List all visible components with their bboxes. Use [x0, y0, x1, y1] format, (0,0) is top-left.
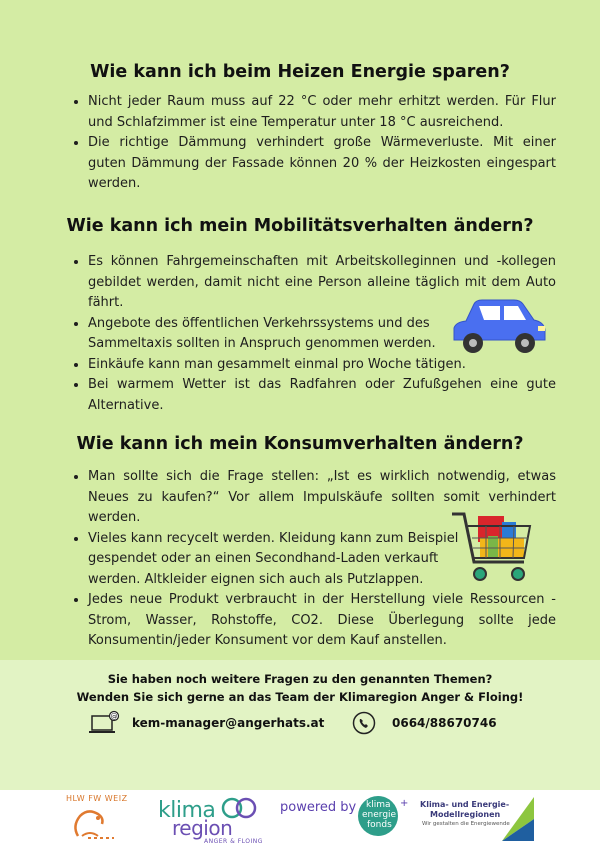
section-title-mobility: Wie kann ich mein Mobilitätsverhalten ändern?	[66, 216, 534, 236]
fonds-logo-line3: fonds	[367, 820, 392, 830]
heating-bullet-list	[68, 92, 556, 195]
fonds-logo-line1: klima	[366, 800, 391, 810]
list-item: • Angebote des öffentlichen Verkehrssystems und des Sammeltaxis sollten in Anspruch genommen werden.	[88, 314, 556, 355]
list-item: • Einkäufe kann man gesammelt einmal pro Woche tätigen.	[88, 355, 556, 376]
chameleon-logo-icon	[68, 806, 118, 844]
contact-invitation: Wenden Sie sich gerne an das Team der Klimaregion Anger & Floing!	[76, 690, 524, 704]
list-item: • Man sollte sich die Frage stellen: „Ist es wirklich notwendig, etwas Neues zu kaufen?“ Vor allem Impulskäufe sollten somit verhindert werden.	[88, 467, 556, 529]
svg-text:@: @	[110, 712, 118, 721]
fonds-logo-line2: energie	[362, 810, 397, 820]
klimaregion-logo-sub: ANGER & FLOING	[204, 838, 263, 845]
kem-logo-subtitle: Wir gestalten die Energiewende	[422, 821, 510, 827]
list-item: • Nicht jeder Raum muss auf 22 °C oder mehr erhitzt werden. Für Flur und Schlafzimmer ist eine Temperatur unter 18 °C ausreichend.	[88, 92, 556, 133]
kem-logo-line2: Modellregionen	[430, 810, 501, 819]
list-item: • Die richtige Dämmung verhindert große Wärmeverluste. Mit einer guten Dämmung der Fassade können 20 % der Heizkosten eingespart werden.	[88, 133, 556, 195]
list-item: • Bei warmem Wetter ist das Radfahren oder Zufußgehen eine gute Alternative.	[88, 375, 556, 416]
list-item: • Vieles kann recycelt werden. Kleidung kann zum Beispiel gespendet oder an einen Secondhand-Laden verkauft werden. Altkleider eignen sich auch als Putzlappen.	[88, 529, 556, 591]
kem-logo-icon	[500, 795, 536, 843]
section-title-heating: Wie kann ich beim Heizen Energie sparen?	[90, 62, 510, 82]
klimaregion-logo-bottom: region	[172, 816, 233, 840]
klimaregion-logo-top: klima	[158, 798, 216, 823]
hlw-logo-text: HLW FW WEIZ	[66, 794, 128, 803]
section-title-consumption: Wie kann ich mein Konsumverhalten ändern?	[76, 434, 524, 454]
svg-text:+: +	[400, 798, 409, 809]
contact-email[interactable]: kem-manager@angerhats.at	[132, 716, 325, 730]
contact-phone[interactable]: 0664/88670746	[392, 716, 497, 730]
list-item: • Jedes neue Produkt verbraucht in der Herstellung viele Ressourcen - Strom, Wasser, Rohstoffe, CO2. Diese Überlegung sollte jede Konsumentin/jeder Konsument vor dem Kauf anstellen.	[88, 590, 556, 652]
list-item: • Es können Fahrgemeinschaften mit Arbeitskolleginnen und -kollegen gebildet werden, damit nicht eine Person alleine täglich mit dem Auto fährt.	[88, 252, 556, 314]
phone-icon	[352, 711, 376, 735]
car-icon	[448, 296, 548, 360]
powered-by-label: powered by	[280, 800, 357, 815]
shopping-cart-icon	[450, 508, 540, 584]
contact-question: Sie haben noch weitere Fragen zu den genannten Themen?	[107, 672, 493, 686]
kem-logo-line1: Klima- und Energie-	[420, 800, 510, 809]
laptop-email-icon	[88, 710, 120, 736]
